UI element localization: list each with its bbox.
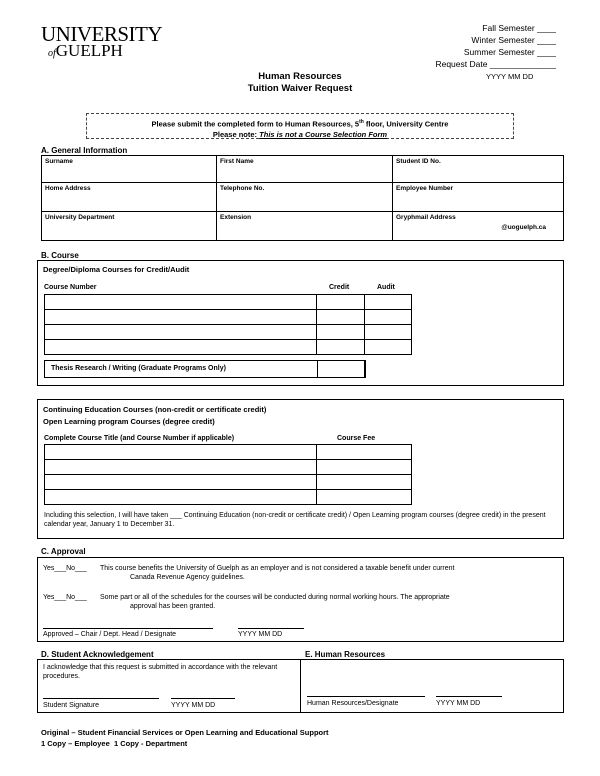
table-row bbox=[45, 460, 412, 475]
course-number-cell[interactable] bbox=[45, 310, 317, 325]
footer-copies: 1 Copy – Employee 1 Copy - Department bbox=[41, 739, 188, 748]
audit-cell[interactable] bbox=[365, 310, 412, 325]
section-c-heading: C. Approval bbox=[41, 547, 86, 556]
acknowledgement-box bbox=[37, 659, 564, 713]
hr-signature-line[interactable] bbox=[307, 696, 425, 697]
approval-text-2a: Some part or all of the schedules for the courses will be conducted during normal working hours. The appropriate bbox=[100, 594, 450, 601]
student-date-line[interactable] bbox=[171, 698, 235, 699]
student-id-field[interactable]: Student ID No. bbox=[392, 155, 564, 183]
approval-text-2b: approval has been granted. bbox=[130, 603, 216, 610]
degree-courses-table bbox=[44, 294, 412, 355]
credit-cell[interactable] bbox=[317, 325, 365, 340]
table-row bbox=[45, 475, 412, 490]
thesis-row[interactable] bbox=[44, 360, 366, 378]
approval-date-label: YYYY MM DD bbox=[238, 631, 283, 638]
student-signature-label: Student Signature bbox=[43, 702, 100, 709]
note-value: This is not a Course Selection Form bbox=[259, 129, 388, 139]
credit-cell[interactable] bbox=[317, 295, 365, 310]
col-course-number: Course Number bbox=[44, 284, 97, 291]
logo-guelph bbox=[48, 42, 123, 59]
gryphmail-label: Gryphmail Address bbox=[396, 214, 456, 221]
notice-text2: floor, University Centre bbox=[363, 119, 449, 129]
footer-original: Original – Student Financial Services or Open Learning and Educational Support bbox=[41, 728, 329, 737]
table-row bbox=[45, 310, 412, 325]
logo-university: UNIVERSITY bbox=[41, 22, 162, 46]
summer-semester[interactable]: Summer Semester ____ bbox=[463, 47, 556, 57]
course-number-cell[interactable] bbox=[45, 340, 317, 355]
box-divider bbox=[300, 660, 301, 713]
extension-field[interactable]: Extension bbox=[216, 211, 393, 241]
fall-semester[interactable]: Fall Semester ____ bbox=[482, 23, 556, 33]
winter-semester[interactable]: Winter Semester ____ bbox=[471, 35, 556, 45]
gryphmail-suffix: @uoguelph.ca bbox=[501, 224, 546, 231]
audit-cell[interactable] bbox=[365, 325, 412, 340]
credit-cell[interactable] bbox=[317, 340, 365, 355]
course-fee-cell[interactable] bbox=[317, 460, 412, 475]
col-course-fee: Course Fee bbox=[337, 435, 376, 442]
course-number-cell[interactable] bbox=[45, 325, 317, 340]
thesis-label: Thesis Research / Writing (Graduate Programs Only) bbox=[51, 365, 226, 372]
department-field[interactable]: University Department bbox=[41, 211, 217, 241]
approval-yesno-1[interactable]: Yes___No___ bbox=[43, 565, 87, 572]
general-info-grid bbox=[41, 155, 564, 241]
course-title-cell[interactable] bbox=[45, 445, 317, 460]
ce-title: Continuing Education Courses (non-credit or certificate credit) bbox=[43, 405, 267, 414]
notice-text: Please submit the completed form to Human Resources, 5 bbox=[151, 119, 360, 129]
course-number-cell[interactable] bbox=[45, 295, 317, 310]
form-title: Tuition Waiver Request bbox=[247, 83, 353, 94]
first-name-field[interactable]: First Name bbox=[216, 155, 393, 183]
table-row bbox=[45, 340, 412, 355]
section-d-heading: D. Student Acknowledgement bbox=[41, 650, 154, 659]
employee-number-field[interactable]: Employee Number bbox=[392, 182, 564, 212]
degree-courses-title: Degree/Diploma Courses for Credit/Audit bbox=[43, 265, 190, 274]
hr-date-line[interactable] bbox=[436, 696, 502, 697]
request-date-format: YYYY MM DD bbox=[486, 72, 534, 81]
credit-cell[interactable] bbox=[317, 310, 365, 325]
form-title-hr: Human Resources bbox=[258, 71, 342, 82]
course-title-cell[interactable] bbox=[45, 490, 317, 505]
course-fee-cell[interactable] bbox=[317, 490, 412, 505]
audit-cell[interactable] bbox=[365, 295, 412, 310]
student-signature-line[interactable] bbox=[43, 698, 159, 699]
course-title-cell[interactable] bbox=[45, 475, 317, 490]
open-learning-title: Open Learning program Courses (degree credit) bbox=[43, 417, 215, 426]
surname-field[interactable]: Surname bbox=[41, 155, 217, 183]
approval-signature-label: Approved – Chair / Dept. Head / Designate bbox=[43, 631, 177, 638]
approval-text-1b: Canada Revenue Agency guidelines. bbox=[130, 574, 245, 581]
home-address-field[interactable]: Home Address bbox=[41, 182, 217, 212]
hr-signature-label: Human Resources/Designate bbox=[307, 700, 399, 707]
table-row bbox=[45, 445, 412, 460]
course-fee-cell[interactable] bbox=[317, 475, 412, 490]
table-row bbox=[45, 325, 412, 340]
continuing-education-box bbox=[37, 399, 564, 539]
course-title-cell[interactable] bbox=[45, 460, 317, 475]
request-date[interactable]: Request Date ______________ bbox=[435, 59, 556, 69]
including-text: Including this selection, I will have taken ___ Continuing Education (non-credit or certificate credit) / Open Learning program courses (degree credit) in the present calendar year, January 1 to December 31. bbox=[44, 512, 546, 528]
col-course-title: Complete Course Title (and Course Number if applicable) bbox=[44, 435, 235, 442]
note-label: Please note: bbox=[212, 129, 260, 139]
logo-guelph-text: GUELPH bbox=[55, 41, 123, 60]
section-a-heading: A. General Information bbox=[41, 146, 128, 155]
gryphmail-field[interactable] bbox=[392, 211, 564, 241]
col-credit: Credit bbox=[329, 284, 350, 291]
ce-courses-table bbox=[44, 444, 412, 505]
notice-box bbox=[86, 113, 514, 139]
col-audit: Audit bbox=[377, 284, 395, 291]
notice-sup: th bbox=[359, 119, 364, 125]
approval-date-line[interactable] bbox=[238, 628, 304, 629]
table-row bbox=[45, 295, 412, 310]
approval-box bbox=[37, 557, 564, 642]
section-b-heading: B. Course bbox=[41, 251, 79, 260]
degree-courses-box bbox=[37, 260, 564, 386]
approval-signature-line[interactable] bbox=[43, 628, 213, 629]
notice-line1 bbox=[87, 117, 513, 130]
table-row bbox=[45, 490, 412, 505]
acknowledgement-text: I acknowledge that this request is submitted in accordance with the relevant procedures. bbox=[43, 664, 278, 680]
approval-yesno-2[interactable]: Yes___No___ bbox=[43, 594, 87, 601]
hr-date-label: YYYY MM DD bbox=[436, 700, 481, 707]
logo-of: of bbox=[48, 48, 56, 59]
approval-text-1a: This course benefits the University of Guelph as an employer and is not considered a taxable benefit under current bbox=[100, 565, 455, 572]
course-fee-cell[interactable] bbox=[317, 445, 412, 460]
telephone-field[interactable]: Telephone No. bbox=[216, 182, 393, 212]
thesis-credit-cell[interactable] bbox=[317, 360, 365, 378]
audit-cell[interactable] bbox=[365, 340, 412, 355]
notice-line2 bbox=[87, 130, 513, 140]
student-date-label: YYYY MM DD bbox=[171, 702, 216, 709]
section-e-heading: E. Human Resources bbox=[305, 650, 386, 659]
